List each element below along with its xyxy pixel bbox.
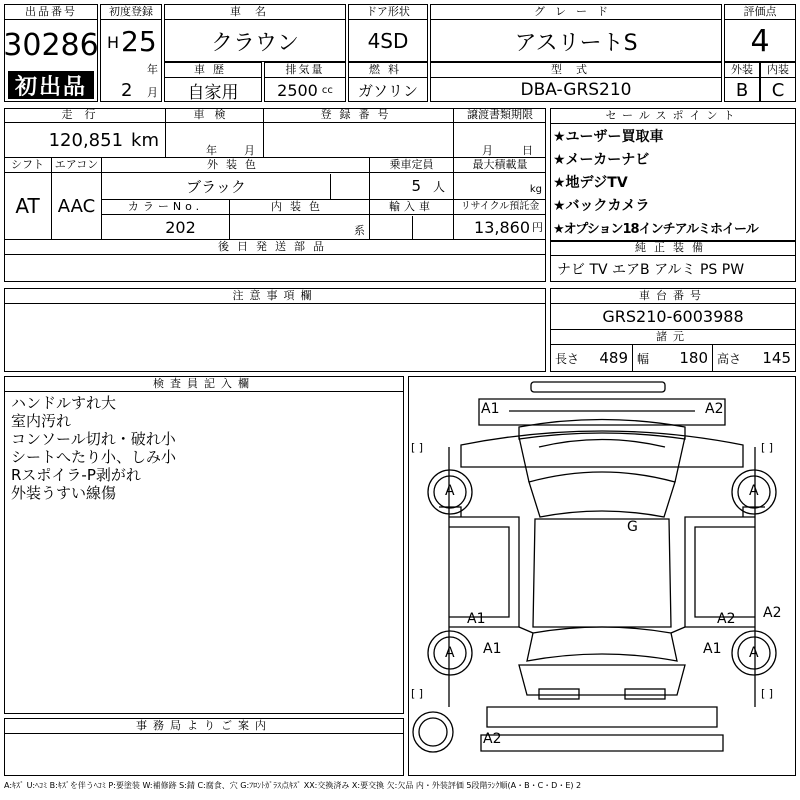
recycle: 13,860	[474, 217, 530, 237]
damage-mark: A	[749, 483, 759, 499]
displacement: 2500	[277, 80, 318, 100]
inspector-line: コンソール切れ・破れ小	[11, 430, 176, 448]
inspector-line: 室内汚れ	[11, 412, 72, 430]
bracket-marker: [ ]	[411, 687, 424, 700]
damage-mark: A1	[483, 641, 502, 657]
reg-header: 初度登録	[101, 5, 161, 20]
ac: AAC	[57, 195, 96, 217]
reg-no-header: 登録番号	[264, 108, 453, 123]
inspection-header: 車検	[166, 108, 263, 123]
chassis-box	[550, 288, 796, 372]
office-box	[4, 718, 404, 776]
damage-mark: A	[749, 645, 759, 661]
inspection-cell	[166, 108, 264, 158]
inspector-box	[4, 376, 404, 714]
grade-header: グレード	[431, 5, 721, 20]
later-parts-cell	[4, 240, 546, 282]
door-header: ドア形状	[349, 5, 427, 20]
color-no-header: カラーNo.	[102, 200, 229, 215]
length: 489	[599, 349, 628, 367]
import-cell	[370, 200, 454, 240]
sales-header: セールスポイント	[551, 109, 795, 124]
spec-header: 諸元	[551, 330, 795, 345]
score-box	[724, 4, 796, 62]
history: 自家用	[187, 82, 239, 103]
insp-month-unit: 月	[244, 144, 255, 157]
inspector-line: ハンドルすれ大	[11, 394, 117, 412]
month-unit: 月	[147, 86, 158, 99]
capacity: 5	[411, 177, 421, 195]
damage-mark: A2	[705, 401, 724, 417]
load-unit: kg	[529, 184, 542, 195]
history-box	[164, 62, 262, 102]
capacity-cell	[370, 158, 454, 200]
capacity-header: 乗車定員	[370, 158, 453, 173]
chassis-number: GRS210-6003988	[551, 304, 795, 330]
damage-mark: A2	[717, 611, 736, 627]
first-listing-badge: 初出品	[8, 71, 94, 99]
lot-header: 出品番号	[5, 5, 97, 20]
equipment-box	[550, 240, 796, 282]
model-header: 型式	[431, 63, 721, 78]
fuel: ガソリン	[357, 81, 418, 100]
mileage-header: 走行	[4, 108, 165, 123]
recycle-unit: 円	[532, 221, 543, 234]
recycle-cell	[454, 200, 546, 240]
disp-unit: cc	[321, 84, 333, 96]
inspector-line: 外装うすい線傷	[11, 484, 117, 502]
load-cell	[454, 158, 546, 200]
transfer-day-unit: 日	[522, 144, 533, 157]
exterior-grade: B	[735, 79, 749, 101]
shift-cell	[4, 158, 52, 240]
int-header: 内装	[761, 63, 795, 78]
era: H	[107, 33, 120, 52]
width-label: 幅	[637, 351, 650, 366]
lot-box	[4, 4, 98, 102]
sales-item: ★メーカーナビ	[553, 152, 650, 168]
color-header: 外装色	[102, 158, 369, 173]
ac-cell	[52, 158, 102, 240]
exterior-box	[724, 62, 760, 102]
transfer-header: 譲渡書類期限	[454, 108, 546, 123]
shift-header: シフト	[4, 158, 51, 173]
score: 4	[750, 23, 770, 59]
damage-mark: A1	[467, 611, 486, 627]
mileage-unit: km	[131, 129, 159, 151]
notes-header: 注意事項欄	[5, 289, 545, 304]
year-unit: 年	[147, 63, 158, 76]
color-no-cell	[102, 200, 230, 240]
damage-mark: A2	[483, 731, 502, 747]
equipment-header: 純正装備	[551, 241, 795, 256]
model-box	[430, 62, 722, 102]
later-parts-header: 後日発送部品	[4, 240, 546, 255]
recycle-header: リサイクル預託金	[454, 200, 546, 215]
sales-item: ★オプション18インチアルミホイール	[553, 222, 758, 237]
bracket-marker: [ ]	[411, 441, 424, 454]
mileage-cell	[4, 108, 166, 158]
fuel-box	[348, 62, 428, 102]
displacement-box	[264, 62, 346, 102]
bracket-marker: [ ]	[761, 687, 774, 700]
grade-box	[430, 4, 722, 62]
sales-points-box	[550, 108, 796, 242]
int-color-header: 内装色	[230, 200, 369, 215]
interior-grade: C	[771, 79, 785, 101]
insp-year-unit: 年	[206, 144, 217, 157]
damage-mark: A1	[481, 401, 500, 417]
length-label: 長さ	[555, 351, 580, 366]
sales-item: ★地デジTV	[553, 175, 628, 191]
score-header: 評価点	[725, 5, 795, 20]
mileage: 120,851	[48, 129, 124, 151]
damage-mark: A1	[703, 641, 722, 657]
inspector-line: シートへたり小、しみ小	[11, 448, 177, 466]
reg-year: 25	[121, 25, 157, 58]
load-header: 最大積載量	[454, 158, 546, 173]
car-diagram	[408, 376, 796, 776]
int-color-unit: 系	[354, 224, 365, 237]
grade: アスリートS	[514, 30, 638, 56]
model: DBA-GRS210	[520, 80, 632, 100]
disp-header: 排気量	[265, 63, 345, 78]
interior-box	[760, 62, 796, 102]
office-header: 事務局よりご案内	[5, 719, 403, 734]
height-label: 高さ	[717, 351, 742, 366]
color: ブラック	[186, 177, 246, 196]
damage-mark: G	[627, 519, 638, 535]
name-header: 車名	[165, 5, 345, 20]
equipment: ナビ TV エアB アルミ PS PW	[557, 262, 745, 278]
lot-number: 30286	[3, 27, 99, 63]
inspector-header: 検査員記入欄	[5, 377, 403, 392]
transfer-month-unit: 月	[482, 144, 493, 157]
inspector-line: Rスポイラ-P剥がれ	[11, 466, 141, 484]
height: 145	[762, 349, 791, 367]
notes-box	[4, 288, 546, 372]
damage-mark: A	[445, 645, 455, 661]
door-box	[348, 4, 428, 62]
door-type: 4SD	[367, 29, 409, 53]
damage-mark: A	[445, 483, 455, 499]
name-box	[164, 4, 346, 62]
month-cell	[100, 62, 162, 102]
color-no: 202	[165, 217, 196, 237]
sales-item: ★バックカメラ	[553, 198, 650, 214]
color-cell	[102, 158, 370, 200]
width: 180	[679, 349, 708, 367]
reg-no-cell	[264, 108, 454, 158]
car-outline-icon	[409, 377, 795, 775]
shift: AT	[15, 194, 40, 218]
bracket-marker: [ ]	[761, 441, 774, 454]
transfer-cell	[454, 108, 546, 158]
history-header: 車歴	[165, 63, 261, 78]
car-name: クラウン	[210, 30, 299, 56]
chassis-header: 車台番号	[551, 289, 795, 304]
ac-header: エアコン	[52, 158, 101, 173]
fuel-header: 燃料	[349, 63, 427, 78]
sales-item: ★ユーザー買取車	[553, 129, 664, 145]
damage-mark: A2	[763, 605, 782, 621]
capacity-unit: 人	[432, 179, 445, 194]
ext-header: 外装	[725, 63, 759, 78]
import-header: 輸入車	[370, 200, 453, 215]
legend: A:ｷｽﾞ U:ﾍｺﾐ B:ｷｽﾞを伴うﾍｺﾐ P:要塗装 W:補修跡 S:錆 C:腐食、穴 G:ﾌﾛﾝﾄｶﾞﾗｽ点ｷｽﾞ XX:交換済み X:要交換 欠:欠品 内・外装評価 5段階ﾗﾝｸ順(A・B・C・D・E) 2	[4, 781, 582, 790]
reg-month: 2	[121, 80, 133, 101]
int-color-cell	[230, 200, 370, 240]
